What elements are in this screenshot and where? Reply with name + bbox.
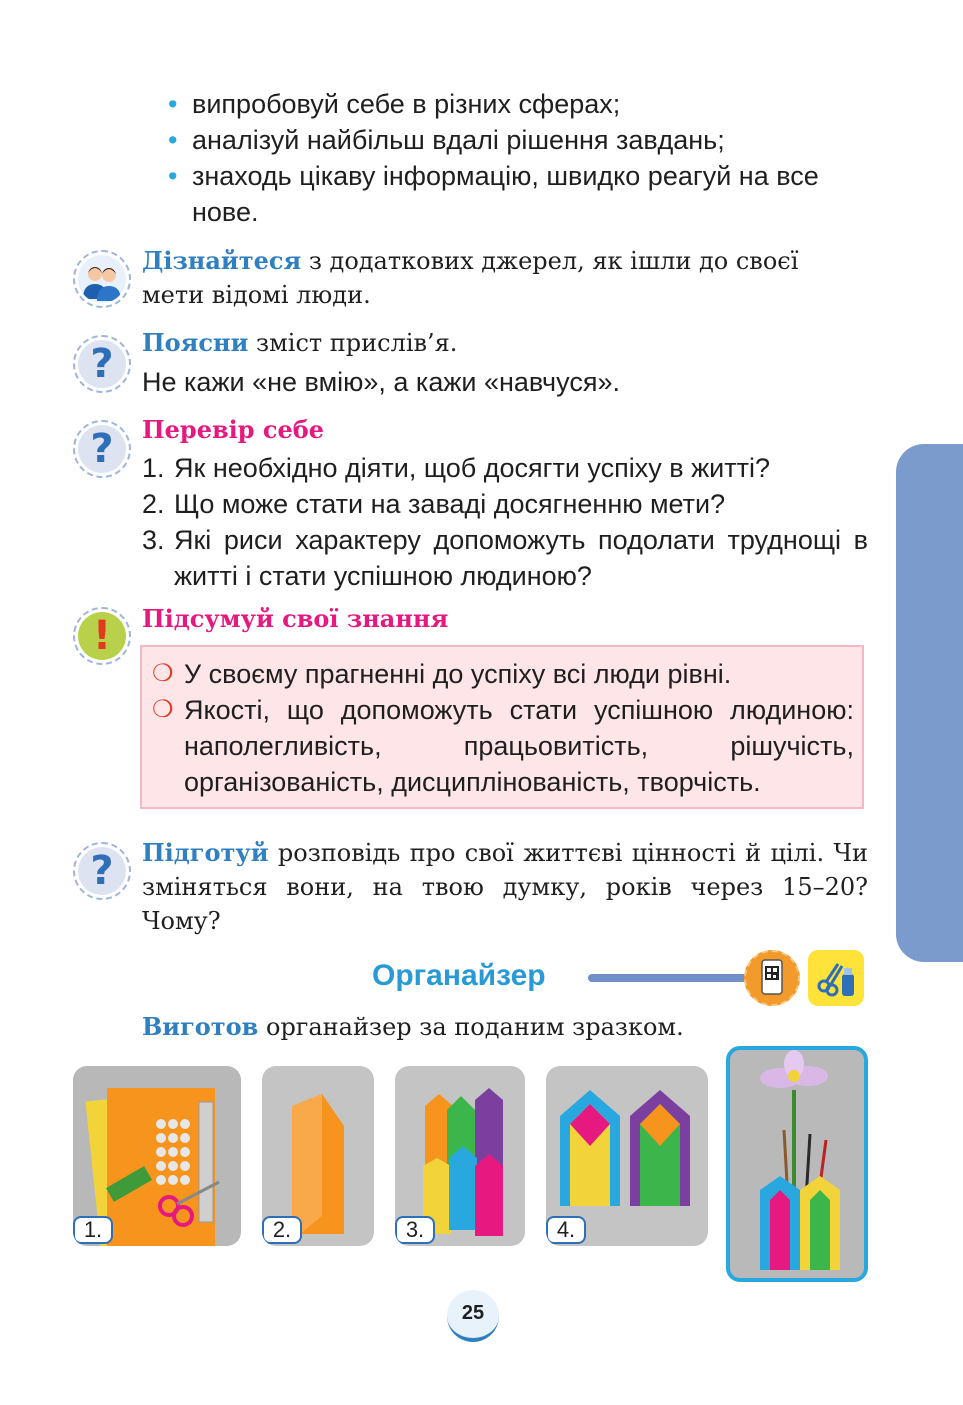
learn-keyword: Дізнайтеся: [142, 246, 302, 275]
circle-bullet-icon: ❍: [152, 696, 174, 723]
step-number: 3.: [395, 1216, 435, 1244]
summary-text: У своєму прагненні до успіху всі люди рівні.: [184, 659, 732, 689]
people-icon: [73, 250, 131, 308]
explain-heading: [142, 326, 868, 360]
step-photo-1: [73, 1066, 241, 1246]
question-number: 3.: [142, 525, 165, 555]
question-icon: ?: [73, 335, 131, 393]
list-item: • знаходь цікаву інформацію, швидко реагуй на все нове.: [168, 158, 868, 230]
list-item: [142, 450, 868, 486]
page-number-badge: [447, 1290, 499, 1342]
page-number: 25: [461, 1302, 485, 1324]
step-photo-3: [395, 1066, 525, 1246]
instruction-keyword: Виготов: [142, 1012, 259, 1041]
summary-box: [140, 645, 864, 809]
qr-phone-icon[interactable]: [744, 950, 800, 1006]
question-icon: ?: [73, 842, 131, 900]
step-number: 2.: [262, 1216, 302, 1244]
organizer-instruction: [142, 1010, 868, 1044]
prepare-keyword: Підготуй: [142, 838, 269, 867]
proverb: Не кажи «не вмію», а кажи «навчуся».: [142, 367, 620, 397]
question-number: 1.: [142, 453, 165, 483]
list-item: [152, 656, 854, 692]
list-item: [142, 486, 868, 522]
list-item: • аналізуй найбільш вдалі рішення завдань;: [168, 122, 868, 158]
craft-tools-icon: [808, 950, 864, 1006]
organizer-title: Органайзер: [372, 959, 546, 992]
question-text: Як необхідно діяти, щоб досягти успіху в житті?: [174, 453, 770, 483]
check-questions: [142, 450, 868, 594]
list-item: • випробовуй себе в різних сферах;: [168, 86, 868, 122]
summary-heading: Підсумуй свої знання: [142, 604, 449, 633]
title-rule: [588, 974, 758, 982]
step-photo-2: [262, 1066, 374, 1246]
list-item: [152, 692, 854, 800]
summary-text: Якості, що допоможуть стати успішною людиною: наполегливість, працьовитість, рішучість, організованість, дисциплінованість, творчість.: [184, 695, 854, 797]
instruction-text: органайзер за поданим зразком.: [258, 1013, 684, 1041]
circle-bullet-icon: ❍: [152, 660, 174, 687]
step-photo-4: [546, 1066, 708, 1246]
prepare-text: розповідь про свої життєві цінності й цілі. Чи зміняться вони, на твою думку, років через 15–20? Чому?: [142, 839, 868, 935]
exclamation-icon: !: [73, 607, 131, 665]
learn-section: [142, 244, 868, 312]
step-number: 1.: [73, 1216, 113, 1244]
check-heading: Перевір себе: [142, 415, 325, 444]
question-number: 2.: [142, 489, 165, 519]
learn-text: з додаткових джерел, як ішли до своєї мети відомі люди.: [142, 247, 799, 309]
explain-keyword: Поясни: [142, 328, 249, 357]
question-icon: ?: [73, 420, 131, 478]
question-text: Що може стати на заваді досягненню мети?: [174, 489, 726, 519]
side-tab: [896, 444, 963, 962]
question-text: Які риси характеру допоможуть подолати труднощі в житті і стати успішною людиною?: [174, 525, 868, 591]
list-item: [142, 522, 868, 594]
explain-text: зміст прислів’я.: [248, 329, 458, 357]
step-number: 4.: [546, 1216, 586, 1244]
prepare-section: [142, 836, 868, 938]
tips-list: [168, 86, 868, 230]
finished-organizer-photo: [726, 1046, 868, 1282]
